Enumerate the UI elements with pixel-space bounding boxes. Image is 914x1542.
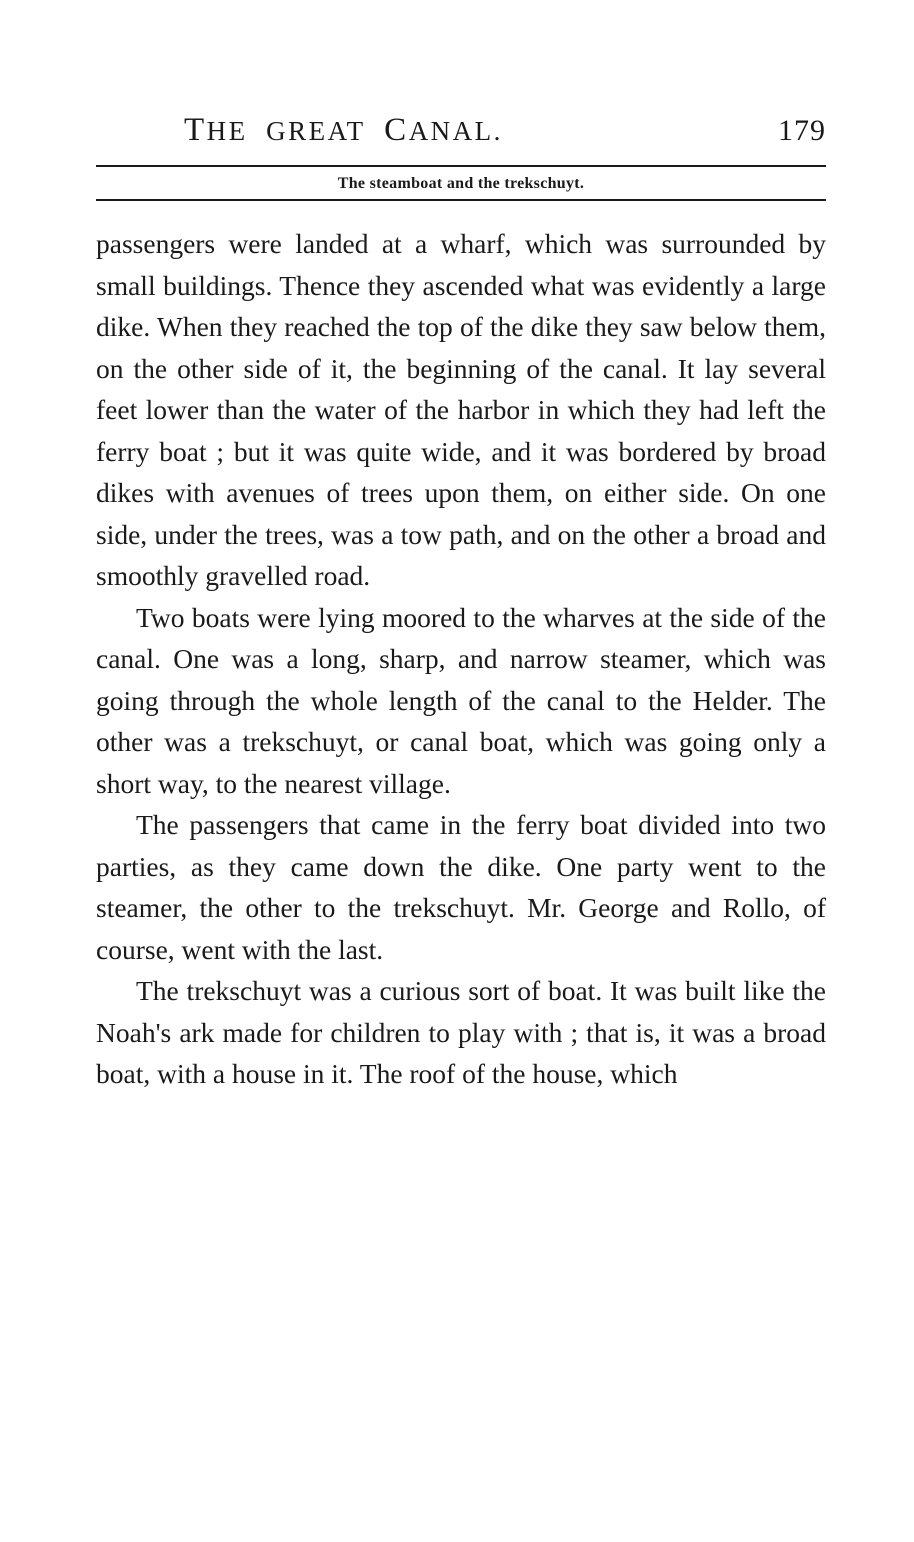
page-subhead: The steamboat and the trekschuyt. — [337, 175, 585, 192]
paragraph: The trekschuyt was a curious sort of boat. It was built like the Noah's ark made for children to play with ; that is, it was a broad boat, with a house in it. The roof of the house, which — [96, 975, 826, 1089]
paragraph: The passengers that came in the ferry boat divided into two parties, as they came down the dike. One party went to the steamer, the other to the trekschuyt. Mr. George and Rollo, of course, went with the last. — [96, 809, 826, 965]
paragraph: Two boats were lying moored to the wharves at the side of the canal. One was a long, sharp, and narrow steamer, which was going through the whole length of the canal to the Helder. The other was a trekschuyt, or canal boat, which was going only a short way, to the nearest village. — [96, 601, 826, 799]
title-rest-anal: ANAL. — [408, 116, 503, 146]
page-content — [96, 112, 826, 1095]
page-title — [96, 112, 503, 149]
running-head — [96, 112, 826, 149]
title-rest-he: HE — [206, 116, 248, 146]
title-cap-c: C — [384, 112, 409, 148]
paragraph: passengers were landed at a wharf, which was surrounded by small buildings. Thence they ascended what was evidently a large dike. When they reached the top of the dike they saw below them, on the other side of it, the beginning of the canal. It lay several feet lower than the water of the harbor in which they had left the ferry boat ; but it was quite wide, and it was bordered by broad dikes with avenues of trees upon them, on either side. On one side, under the trees, was a tow path, and on the other a broad and smoothly gravelled road. — [96, 228, 826, 591]
title-cap-t: T — [184, 112, 207, 148]
title-word-great: GREAT — [266, 116, 366, 146]
header-rule-bottom — [96, 199, 826, 201]
body-text — [96, 223, 826, 1095]
header-rule-top — [96, 165, 826, 167]
page-number: 179 — [778, 114, 826, 147]
